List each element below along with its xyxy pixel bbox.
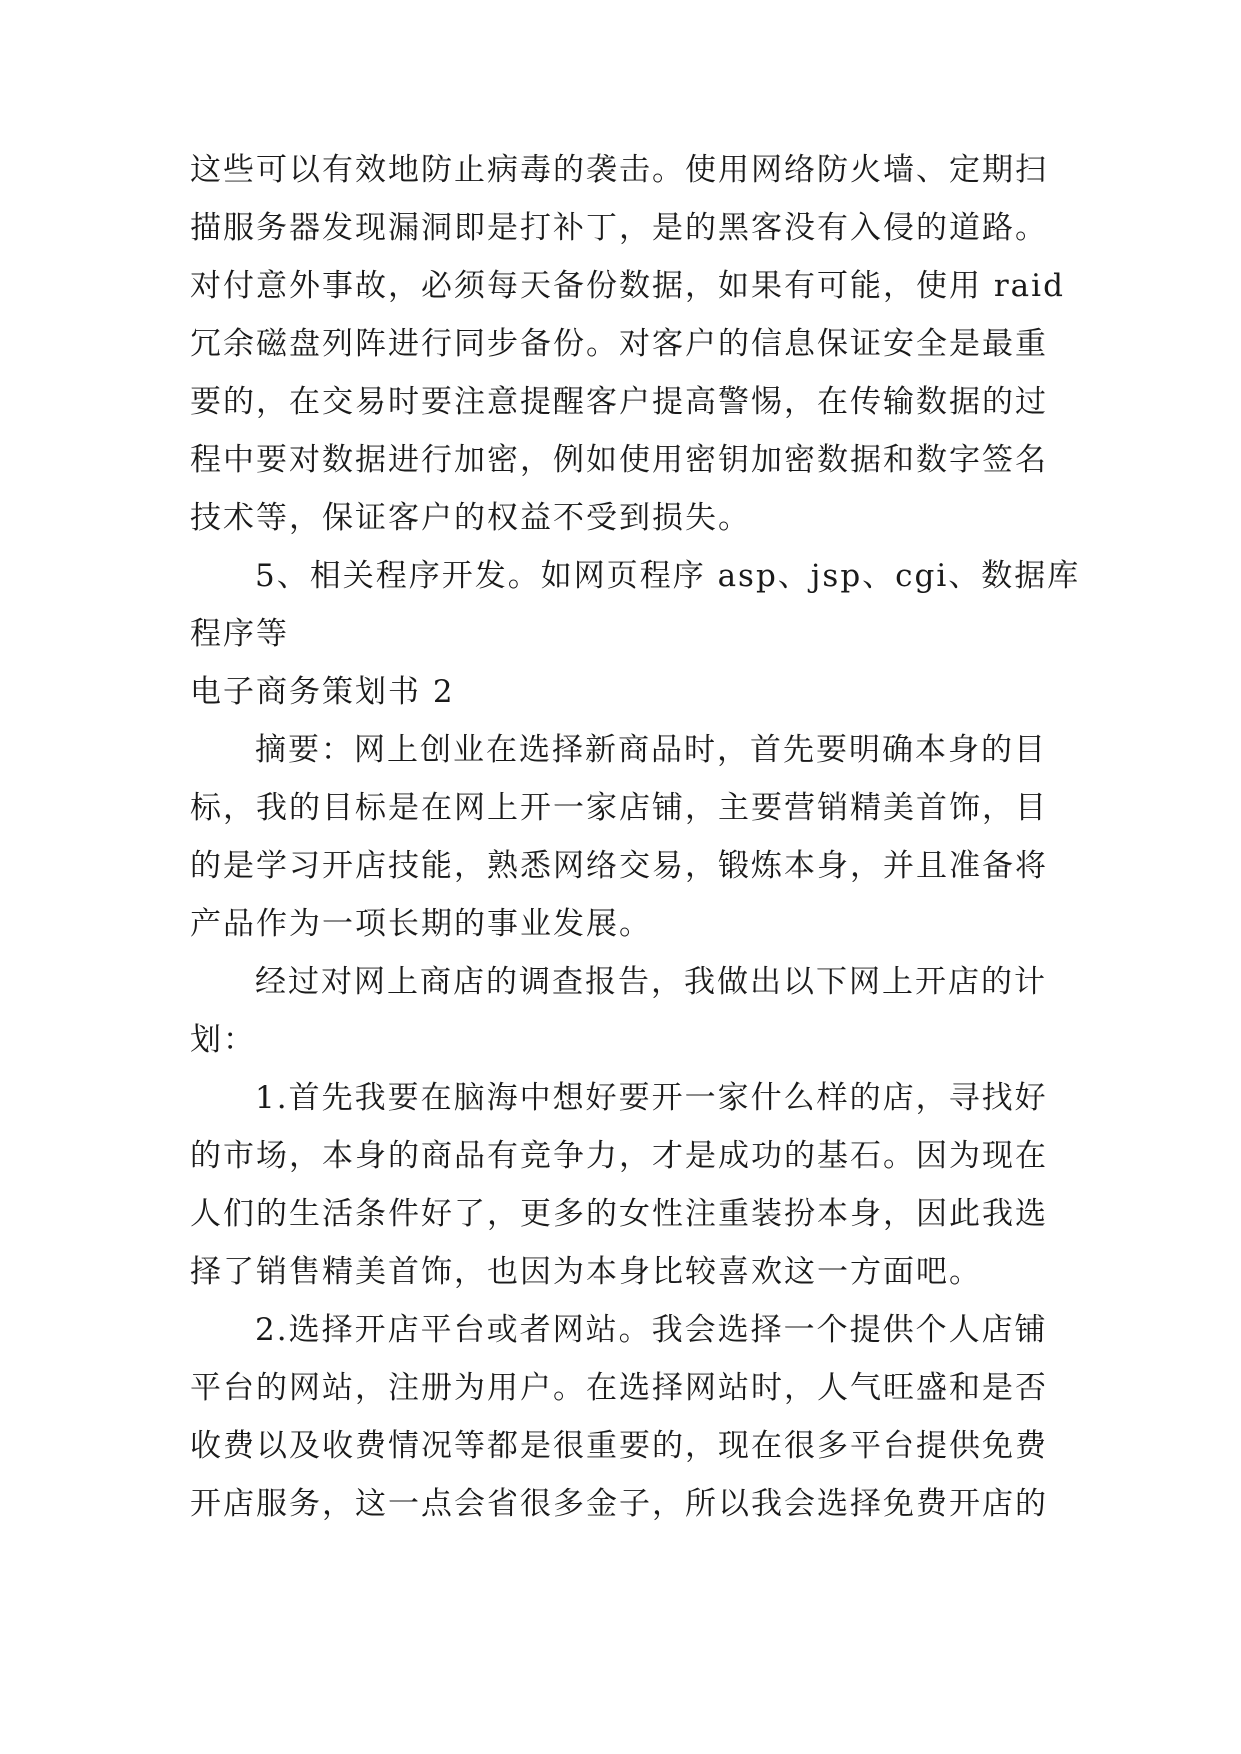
text-line: 产品作为一项长期的事业发展。 (190, 906, 652, 942)
text-line: 经过对网上商店的调查报告，我做出以下网上开店的计 (255, 964, 1047, 1000)
text-line: 对付意外事故，必须每天备份数据，如果有可能，使用 raid (190, 268, 1065, 304)
text-line: 程中要对数据进行加密，例如使用密钥加密数据和数字签名 (190, 442, 1048, 478)
text-line: 程序等 (190, 616, 289, 652)
text-line: 收费以及收费情况等都是很重要的，现在很多平台提供免费 (190, 1428, 1048, 1464)
text-line: 标，我的目标是在网上开一家店铺，主要营销精美首饰，目 (190, 790, 1048, 826)
text-line: 的市场，本身的商品有竞争力，才是成功的基石。因为现在 (190, 1138, 1048, 1174)
text-line: 5、相关程序开发。如网页程序 asp、jsp、cgi、数据库 (255, 558, 1081, 594)
text-line: 要的，在交易时要注意提醒客户提高警惕，在传输数据的过 (190, 384, 1048, 420)
text-line: 技术等，保证客户的权益不受到损失。 (190, 500, 751, 536)
text-line: 2.选择开店平台或者网站。我会选择一个提供个人店铺 (255, 1312, 1048, 1348)
text-line: 开店服务，这一点会省很多金子，所以我会选择免费开店的 (190, 1486, 1048, 1522)
text-line: 这些可以有效地防止病毒的袭击。使用网络防火墙、定期扫 (190, 152, 1048, 188)
text-line: 描服务器发现漏洞即是打补丁，是的黑客没有入侵的道路。 (190, 210, 1048, 246)
text-line: 1.首先我要在脑海中想好要开一家什么样的店，寻找好 (255, 1080, 1048, 1116)
text-line: 的是学习开店技能，熟悉网络交易，锻炼本身，并且准备将 (190, 848, 1048, 884)
section-heading: 电子商务策划书 2 (190, 674, 455, 710)
text-line: 冗余磁盘列阵进行同步备份。对客户的信息保证安全是最重 (190, 326, 1048, 362)
text-line: 摘要：网上创业在选择新商品时，首先要明确本身的目 (255, 732, 1047, 768)
text-line: 人们的生活条件好了，更多的女性注重装扮本身，因此我选 (190, 1196, 1048, 1232)
text-line: 平台的网站，注册为用户。在选择网站时，人气旺盛和是否 (190, 1370, 1048, 1406)
text-line: 择了销售精美首饰，也因为本身比较喜欢这一方面吧。 (190, 1254, 982, 1290)
text-line: 划： (190, 1022, 256, 1058)
